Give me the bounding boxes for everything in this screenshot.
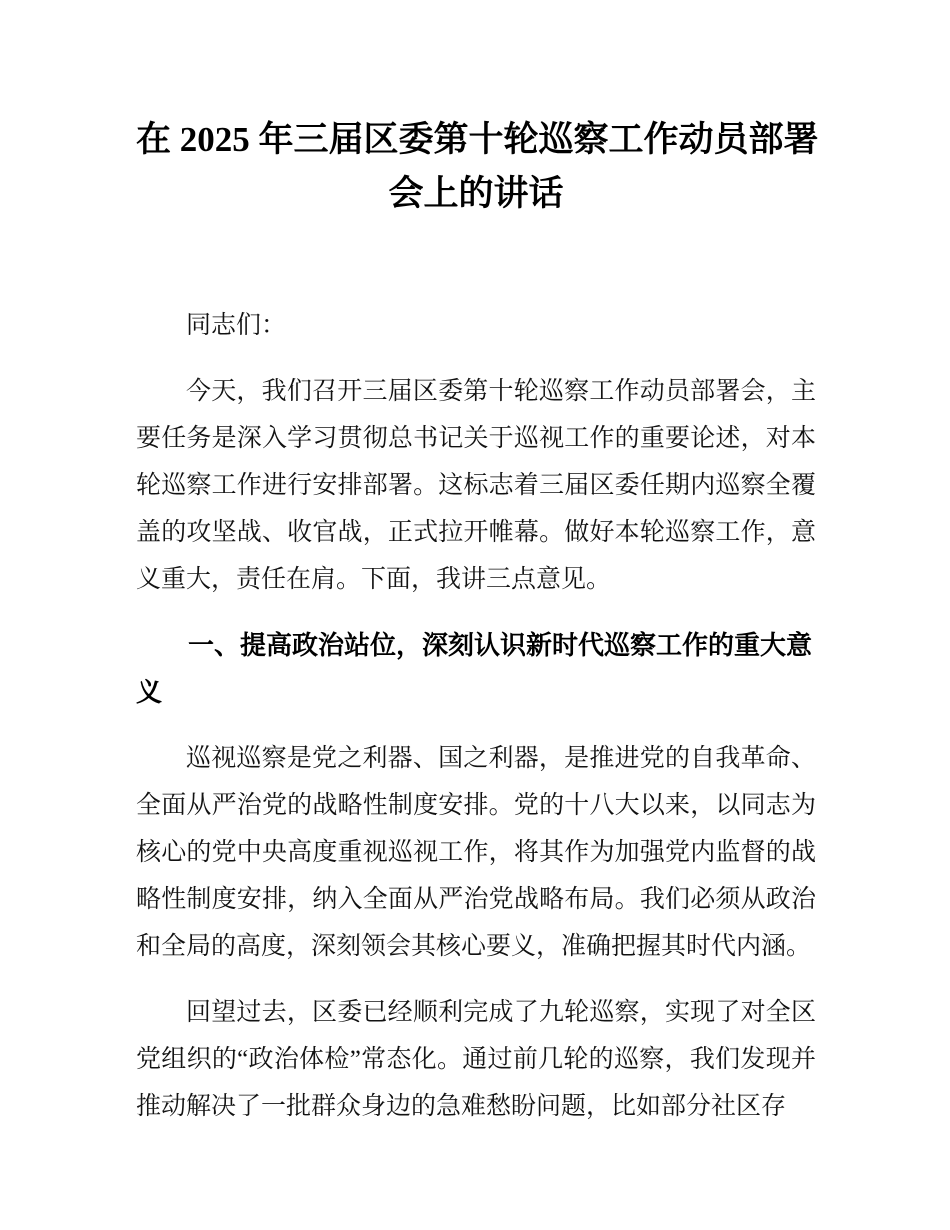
section-heading-1: 一、提高政治站位，深刻认识新时代巡察工作的重大意义 [136, 630, 813, 707]
paragraph-review: 回望过去，区委已经顺利完成了九轮巡察，实现了对全区党组织的“政治体检”常态化。通过前几轮的巡察，我们发现并推动解决了一批群众身边的急难愁盼问题，比如部分社区存 [136, 999, 816, 1120]
document-title [136, 113, 819, 221]
document-title-line-1: 在 2025 年三届区委第十轮巡察工作动员部署 [136, 120, 819, 159]
paragraph-opening: 今天，我们召开三届区委第十轮巡察工作动员部署会，主要任务是深入学习贯彻总书记关于巡视工作的重要论述，对本轮巡察工作进行安排部署。这标志着三届区委任期内巡察全覆盖的攻坚战、收官战，正式拉开帷幕。做好本轮巡察工作，意义重大，责任在肩。下面，我讲三点意见。 [136, 378, 816, 593]
document-title-line-2: 会上的讲话 [388, 174, 564, 213]
paragraph-significance: 巡视巡察是党之利器、国之利器，是推进党的自我革命、全面从严治党的战略性制度安排。党的十八大以来，以同志为核心的党中央高度重视巡视工作，将其作为加强党内监督的战略性制度安排，纳入全面从严治党战略布局。我们必须从政治和全局的高度，深刻领会其核心要义，准确把握其时代内涵。 [136, 745, 816, 960]
salutation: 同志们： [186, 312, 287, 339]
